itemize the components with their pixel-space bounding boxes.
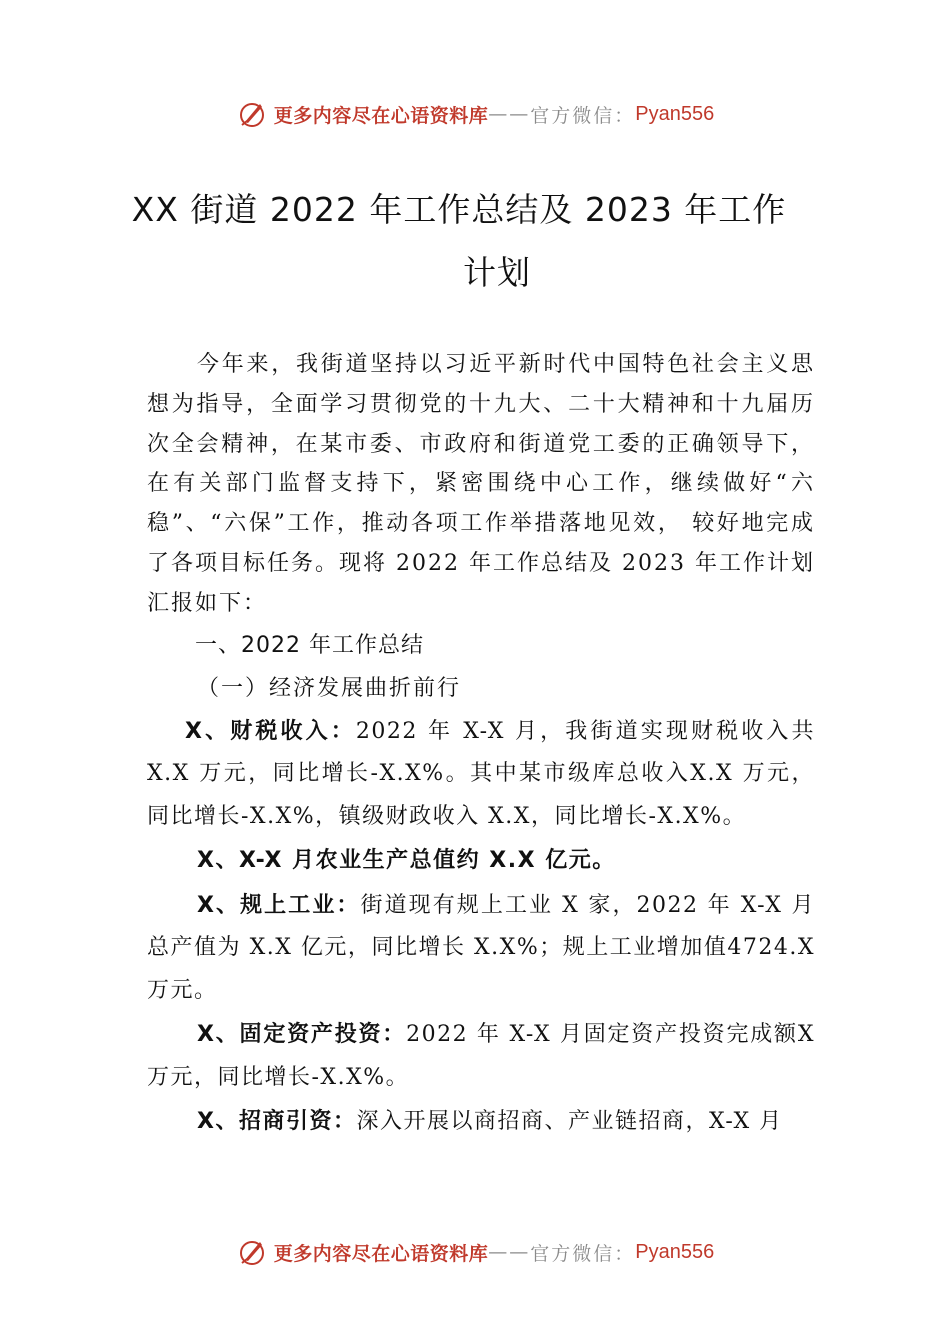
watermark-label: 官方微信： (530, 104, 636, 127)
item-label: X、规上工业： (197, 892, 361, 918)
subsection-heading: （一）经济发展曲折前行 (197, 675, 462, 701)
quill-logo-icon (236, 1236, 268, 1268)
item-text: 深入开展以商招商、产业链招商，X-X 月 (356, 1109, 783, 1135)
document-title-line-1: XX 街道 2022 年工作总结及 2023 年工作 (131, 190, 787, 229)
item-label: X、招商引资： (197, 1109, 357, 1135)
quill-logo-icon (236, 98, 268, 130)
section-heading: 一、2022 年工作总结 (195, 632, 424, 658)
document-body (147, 345, 815, 1144)
watermark-brand: 更多内容尽在心语资料库 (273, 1242, 489, 1265)
item-investment-promotion (147, 1101, 815, 1144)
item-fiscal-revenue (147, 711, 815, 839)
watermark-dash: —— (488, 1241, 531, 1263)
item-industry (147, 885, 815, 1013)
item-agriculture (147, 840, 815, 883)
item-label: X、固定资产投资： (197, 1022, 407, 1048)
item-fixed-investment (147, 1014, 815, 1099)
watermark-account: Pyan556 (635, 1240, 715, 1263)
watermark-brand: 更多内容尽在心语资料库 (273, 104, 489, 127)
item-label: X、财税收入： (185, 718, 356, 744)
item-text: 2022 年 X-X 月固定资产投资完成额X 万元，同比增长-X.X%。 (147, 1022, 815, 1090)
item-text: 2022 年 X-X 月，我街道实现财税收入共 X.X 万元，同比增长-X.X%。其中某市级库总收入X.X 万元，同比增长-X.X%，镇级财政收入 X.X，同比增长-X.X%。 (147, 718, 815, 829)
watermark-label: 官方微信： (530, 1242, 636, 1265)
watermark-account: Pyan556 (635, 102, 715, 125)
item-text: 街道现有规上工业 X 家，2022 年 X-X 月总产值为 X.X 亿元，同比增长 X.X%；规上工业增加值4724.X 万元。 (147, 892, 816, 1003)
header-watermark (0, 94, 950, 134)
footer-watermark (0, 1232, 950, 1272)
item-label: X、X-X 月农业生产总值约 X.X 亿元。 (197, 848, 616, 874)
watermark-dash: —— (488, 103, 531, 125)
intro-paragraph: 今年来，我街道坚持以习近平新时代中国特色社会主义思想为指导，全面学习贯彻党的十九大、二十大精神和十九届历次全会精神，在某市委、市政府和街道党工委的正确领导下，在有关部门监督支持下，紧密围绕中心工作，继续做好“六稳”、“六保”工作，推动各项工作举措落地见效， 较好地完成了各项目标任务。现将 2022 年工作总结及 2023 年工作计划汇报如下： (147, 352, 815, 616)
document-title-line-2: 计划 (463, 253, 531, 292)
